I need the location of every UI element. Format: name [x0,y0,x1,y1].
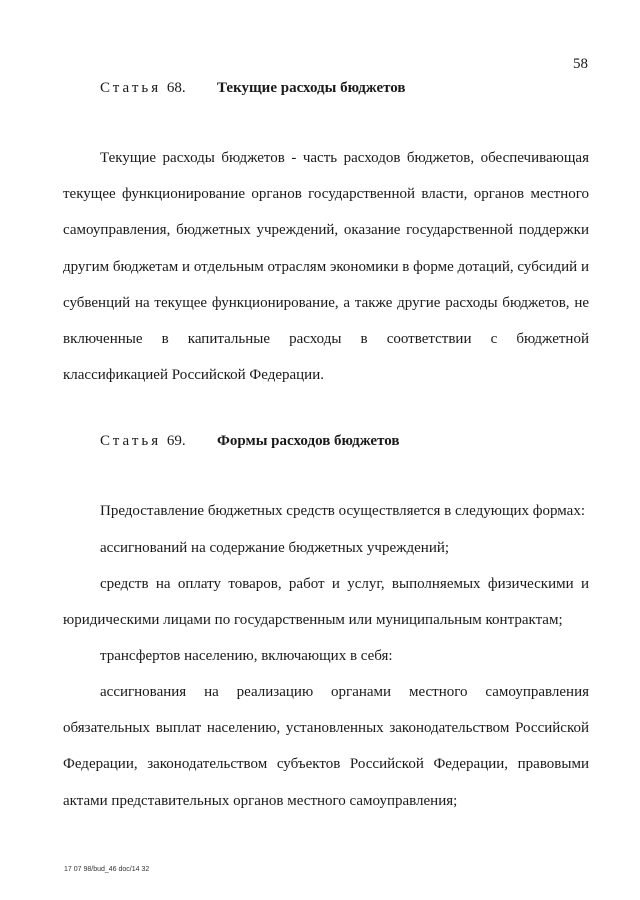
article-69-paragraph-item: средств на оплату товаров, работ и услуг, выполняемых физическими и юридическими лицами по государственным или муниципальным контрактам; [63,576,589,629]
article-title: Текущие расходы бюджетов [217,80,406,96]
article-label: Статья [100,80,162,96]
article-69-paragraph-item: ассигнований на содержание бюджетных учреждений; [100,540,450,556]
article-68-paragraph: Текущие расходы бюджетов - часть расходов бюджетов, обеспечивающая текущее функционирование органов государственной власти, органов местного самоуправления, бюджетных учреждений, оказание государственной поддержки другим бюджетам и отдельным отраслям экономики в форме дотаций, субсидий и субвенций на текущее функционирование, а также другие расходы бюджетов, не включенные в капитальные расходы в соответствии с бюджетной классификацией Российской Федерации. [63,150,589,384]
article-69-heading [100,433,400,450]
article-number: 69. [166,433,186,449]
page-number: 58 [573,56,588,72]
article-number: 68. [166,80,186,96]
article-68-heading [100,80,406,97]
article-label: Статья [100,433,162,449]
article-69-paragraph-item: трансфертов населению, включающих в себя: [100,648,393,664]
article-69-paragraph-item: ассигнования на реализацию органами местного самоуправления обязательных выплат населению, установленных законодательством Российской Федерации, законодательством субъектов Российской Федерации, правовыми актами представительных органов местного самоуправления; [63,684,589,809]
footer-file-reference: 17 07 98/bud_46 doc/14 32 [64,866,150,873]
article-title: Формы расходов бюджетов [217,433,400,449]
article-69-paragraph-intro: Предоставление бюджетных средств осуществляется в следующих формах: [100,503,585,519]
